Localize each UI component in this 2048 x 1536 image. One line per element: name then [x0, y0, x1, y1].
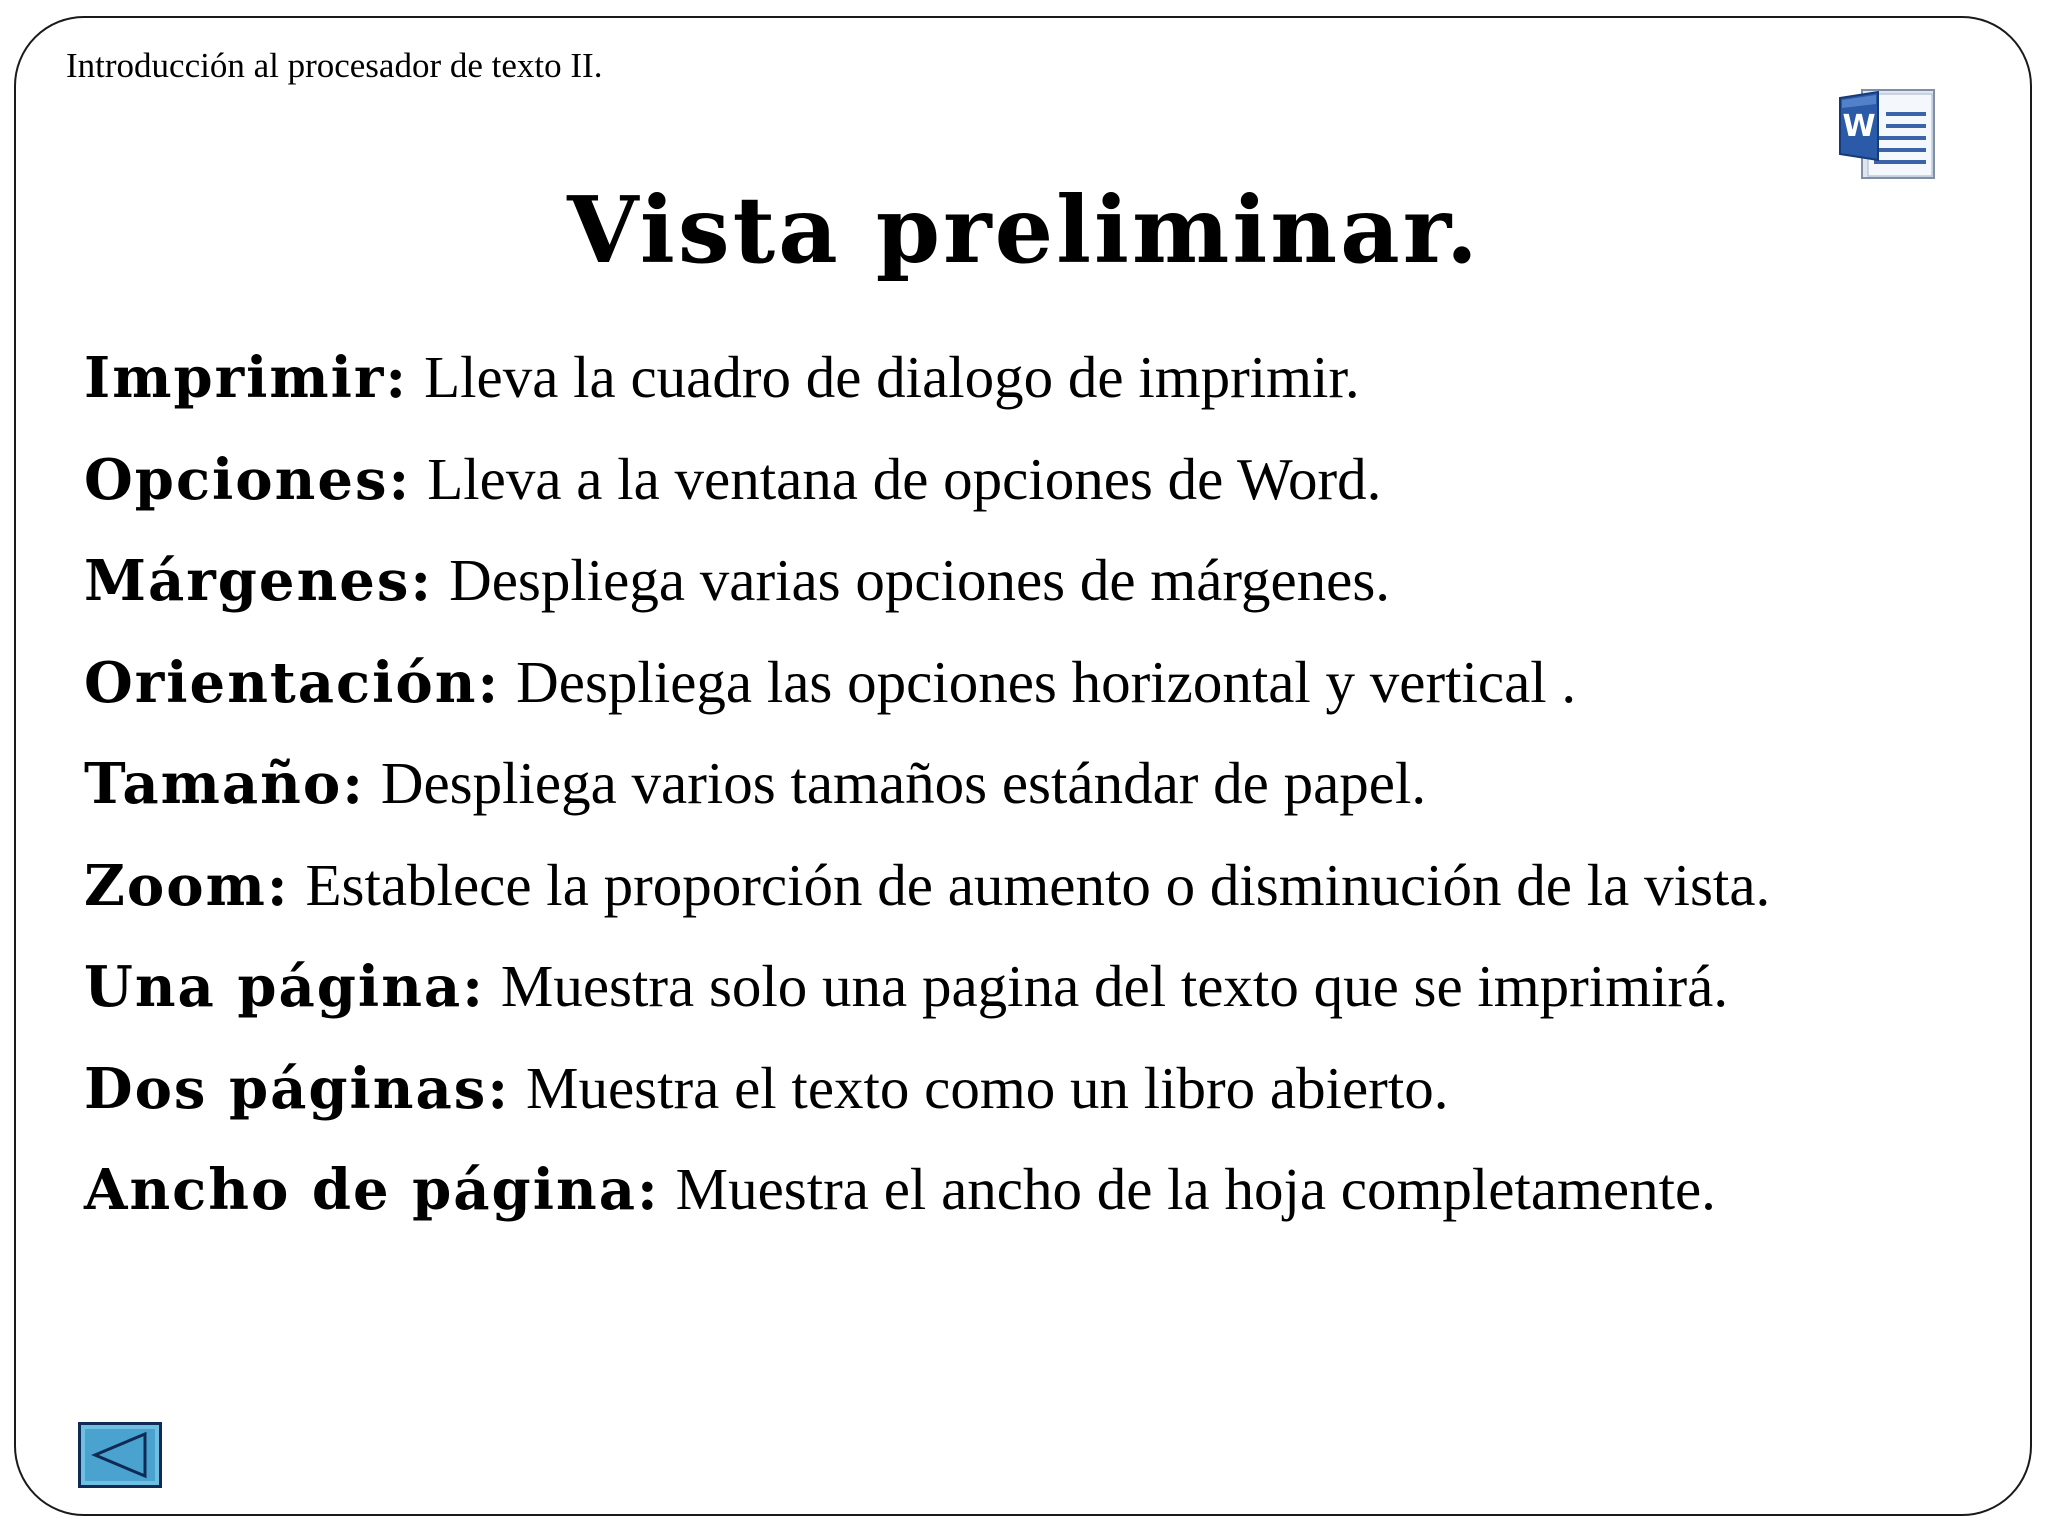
list-item: [84, 1144, 1770, 1246]
item-description: Muestra solo una pagina del texto que se imprimirá.: [500, 953, 1729, 1019]
item-term: Ancho de página:: [84, 1157, 660, 1223]
item-description: Lleva la cuadro de dialogo de imprimir.: [424, 344, 1360, 410]
list-item: [84, 738, 1770, 840]
item-term: Orientación:: [84, 649, 501, 716]
item-description: Despliega varias opciones de márgenes.: [449, 547, 1391, 613]
word-icon-letter: W: [1842, 109, 1876, 144]
left-triangle-icon: [87, 1430, 153, 1480]
item-description: Muestra el texto como un libro abierto.: [526, 1054, 1449, 1121]
item-description: Despliega varios tamaños estándar de papel.: [380, 750, 1427, 816]
list-item: [84, 637, 1770, 739]
item-description: Muestra el ancho de la hoja completamente.: [675, 1156, 1716, 1222]
item-description: Lleva a la ventana de opciones de Word.: [427, 445, 1382, 512]
item-term: Zoom:: [84, 852, 290, 919]
item-term: Márgenes:: [84, 548, 434, 614]
list-item: [84, 332, 1770, 434]
item-description: Despliega las opciones horizontal y vertical .: [516, 648, 1577, 715]
list-item: [84, 434, 1770, 536]
back-button[interactable]: [78, 1422, 162, 1488]
list-item: [84, 840, 1770, 942]
item-term: Opciones:: [84, 446, 412, 513]
item-term: Dos páginas:: [84, 1055, 511, 1122]
page-title: Vista preliminar.: [567, 176, 1481, 284]
header-text: Introducción al procesador de texto II.: [66, 46, 603, 85]
item-term: Una página:: [84, 954, 485, 1020]
list-item: [84, 1043, 1770, 1145]
item-term: Imprimir:: [84, 345, 409, 411]
item-description: Establece la proporción de aumento o disminución de la vista.: [305, 851, 1771, 918]
list-item: [84, 535, 1770, 637]
item-term: Tamaño:: [84, 751, 365, 817]
definition-list: [84, 332, 1770, 1246]
list-item: [84, 941, 1770, 1043]
